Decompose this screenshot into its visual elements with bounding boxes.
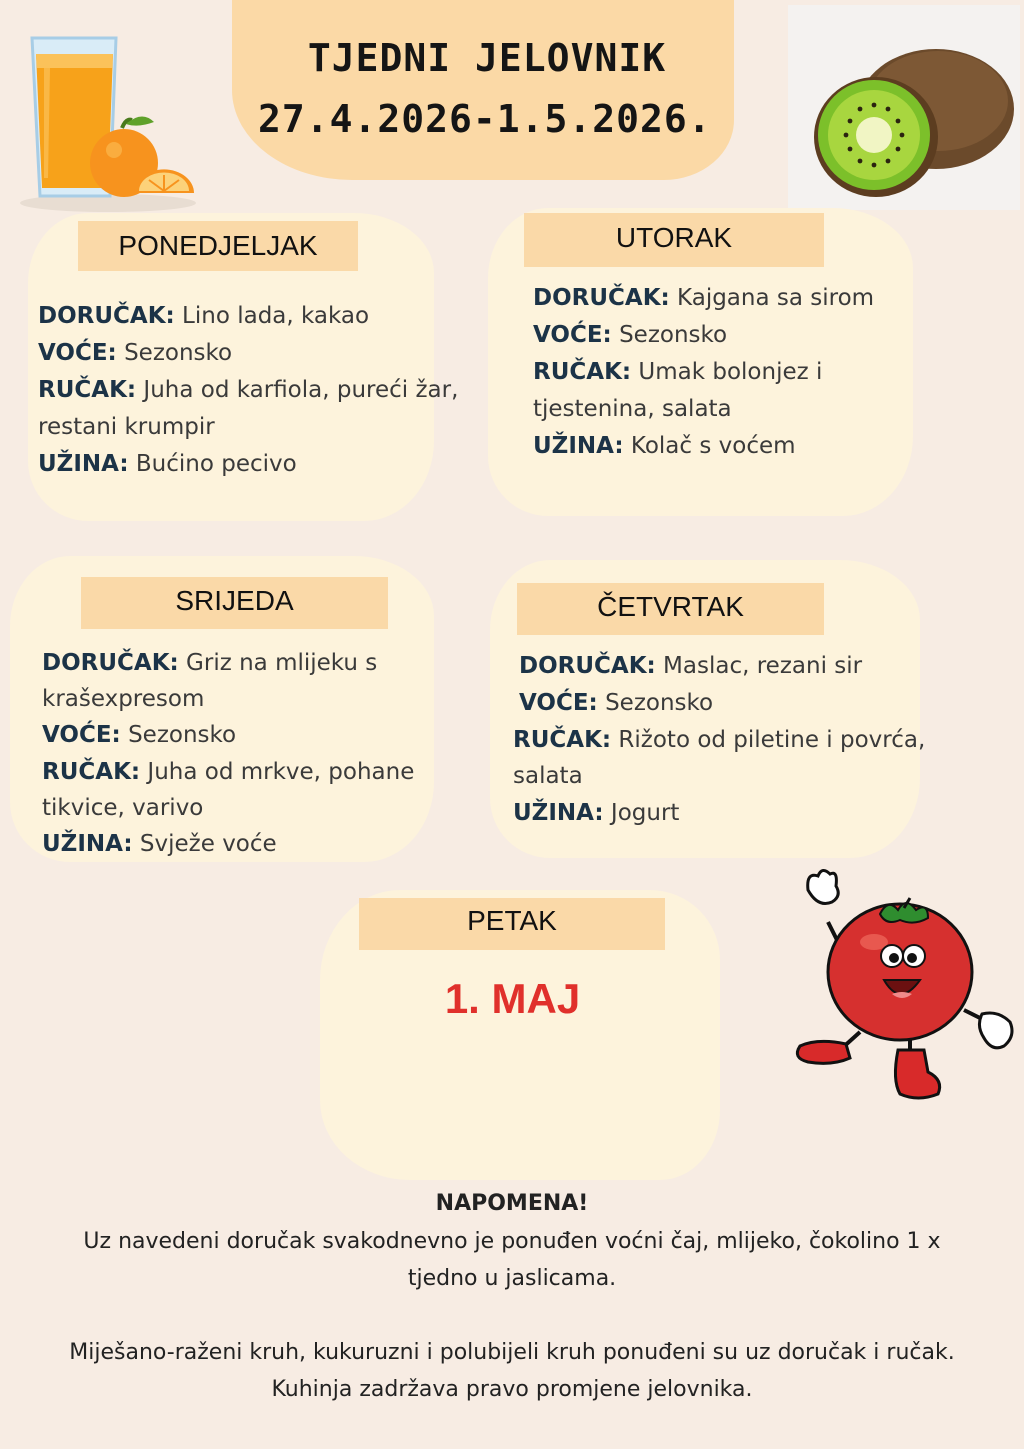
note-line-1: Uz navedeni doručak svakodnevno je ponuđen voćni čaj, mlijeko, čokolino 1 x (83, 1229, 941, 1254)
kiwi-icon (788, 5, 1020, 210)
thursday-menu (513, 648, 925, 832)
wednesday-lunch-cont: tikvice, varivo (42, 794, 204, 821)
thursday-lunch: Rižoto od piletine i povrća, (618, 726, 926, 753)
breakfast-key: DORUČAK: (42, 650, 179, 676)
thursday-label: ČETVRTAK (517, 583, 824, 635)
note-heading: NAPOMENA! (435, 1191, 589, 1216)
monday-fruit: Sezonsko (124, 340, 233, 366)
snack-key: UŽINA: (513, 800, 604, 827)
title-banner (232, 0, 734, 180)
fruit-key: VOĆE: (42, 722, 121, 749)
wednesday-breakfast-cont: krašexpresom (42, 686, 205, 713)
monday-menu (38, 298, 458, 483)
wednesday-snack: Svježe voće (139, 831, 277, 858)
note-line-3: Miješano-raženi kruh, kukuruzni i polubijeli kruh ponuđeni su uz doručak i ručak. (69, 1340, 955, 1365)
monday-lunch: Juha od karfiola, pureći žar, (143, 377, 459, 403)
orange-juice-icon (18, 28, 198, 213)
tuesday-snack: Kolač s voćem (630, 433, 796, 459)
wednesday-fruit: Sezonsko (128, 722, 237, 749)
note-line-2: tjedno u jaslicama. (407, 1266, 617, 1291)
monday-label: PONEDJELJAK (78, 221, 358, 271)
wednesday-menu (42, 645, 414, 862)
lunch-key: RUČAK: (42, 758, 141, 785)
friday-holiday: 1. MAJ (444, 975, 581, 1022)
tuesday-fruit: Sezonsko (619, 322, 728, 348)
lunch-key: RUČAK: (513, 726, 612, 753)
fruit-key: VOĆE: (38, 340, 117, 366)
breakfast-key: DORUČAK: (38, 303, 175, 329)
tuesday-lunch: Umak bolonjez i (638, 359, 823, 385)
monday-lunch-cont: restani krumpir (38, 414, 215, 440)
snack-key: UŽINA: (38, 451, 129, 477)
thursday-lunch-cont: salata (513, 763, 583, 790)
tuesday-lunch-cont: tjestenina, salata (533, 396, 732, 422)
wednesday-label: SRIJEDA (81, 577, 388, 629)
snack-key: UŽINA: (533, 433, 624, 459)
tuesday-label: UTORAK (524, 213, 824, 267)
thursday-fruit: Sezonsko (605, 689, 714, 716)
breakfast-key: DORUČAK: (519, 653, 656, 679)
snack-key: UŽINA: (42, 831, 133, 858)
monday-breakfast: Lino lada, kakao (182, 303, 370, 329)
tomato-mascot-icon (788, 862, 1018, 1107)
lunch-key: RUČAK: (38, 377, 137, 403)
friday-label: PETAK (359, 898, 665, 950)
thursday-breakfast: Maslac, rezani sir (663, 653, 863, 679)
lunch-key: RUČAK: (533, 359, 632, 385)
fruit-key: VOĆE: (519, 689, 598, 716)
wednesday-breakfast: Griz na mlijeku s (186, 650, 378, 676)
wednesday-lunch: Juha od mrkve, pohane (147, 758, 415, 785)
monday-snack: Bućino pecivo (135, 451, 297, 477)
date-range: 27.4.2026-1.5.2026. (258, 97, 712, 141)
page-title: TJEDNI JELOVNIK (307, 36, 667, 80)
fruit-key: VOĆE: (533, 322, 612, 348)
tuesday-menu (533, 280, 874, 465)
tuesday-breakfast: Kajgana sa sirom (677, 285, 875, 311)
note-line-4: Kuhinja zadržava pravo promjene jelovnika. (271, 1377, 753, 1402)
breakfast-key: DORUČAK: (533, 285, 670, 311)
thursday-snack: Jogurt (610, 800, 680, 827)
